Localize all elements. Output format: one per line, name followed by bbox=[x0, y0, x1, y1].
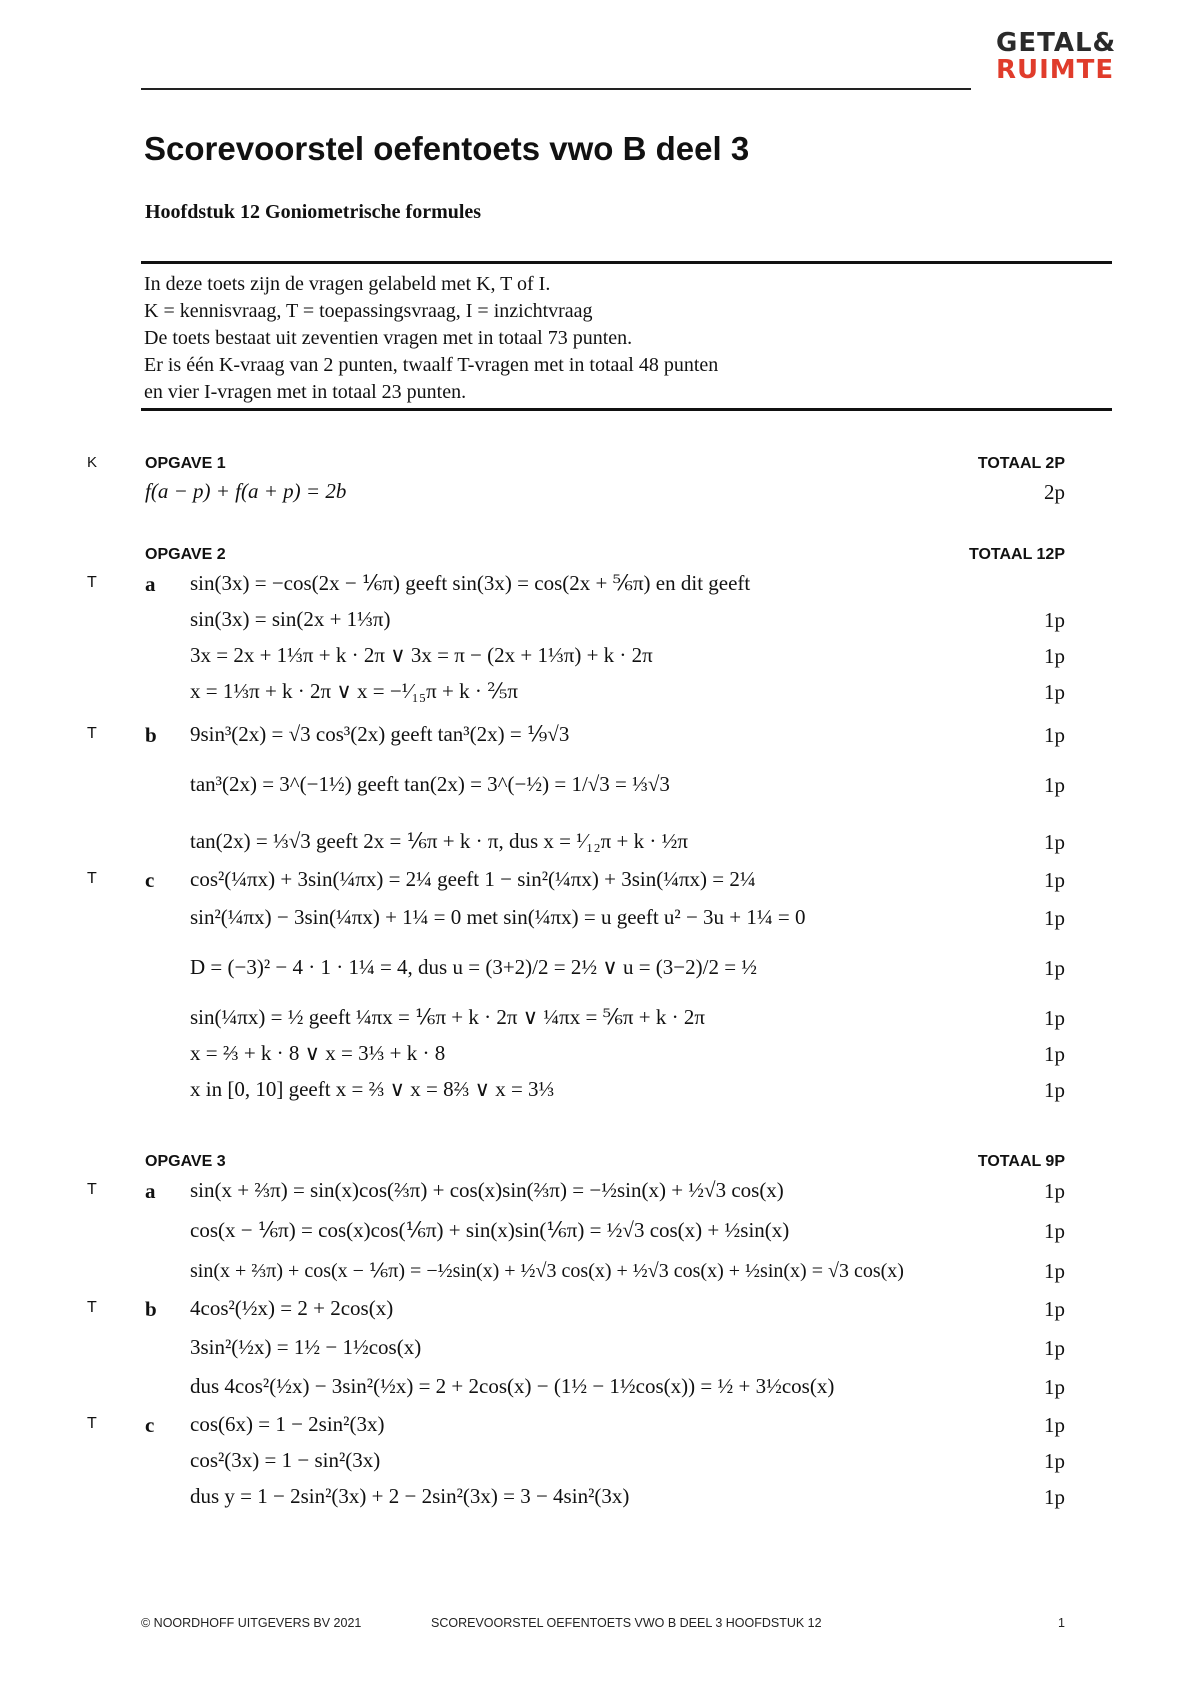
answer-points: 1p bbox=[1044, 1179, 1065, 1203]
answer-math: dus 4cos²(½x) − 3sin²(½x) = 2 + 2cos(x) − (1½ − 1½cos(x)) = ½ + 3½cos(x) bbox=[190, 1374, 835, 1398]
answer-math: x = 1⅓π + k · 2π ∨ x = −¹⁄₁₅π + k · ⅖π bbox=[190, 679, 519, 703]
answer-line bbox=[0, 1448, 1200, 1478]
part-label: c bbox=[145, 868, 155, 892]
answer-math: cos(6x) = 1 − 2sin²(3x) bbox=[190, 1412, 385, 1436]
page-number: 1 bbox=[1058, 1616, 1065, 1630]
answer-line bbox=[0, 1005, 1200, 1035]
logo-line-1: GETAL& bbox=[996, 28, 1117, 58]
question-type-label: T bbox=[87, 1299, 97, 1316]
intro-line: Er is één K-vraag van 2 punten, twaalf T-vragen met in totaal 48 punten bbox=[144, 354, 719, 376]
answer-line bbox=[0, 772, 1200, 802]
answer-math: cos²(¼πx) + 3sin(¼πx) = 2¼ geeft 1 − sin²(¼πx) + 3sin(¼πx) = 2¼ bbox=[190, 867, 756, 891]
opgave-total: TOTAAL 9P bbox=[977, 1153, 1065, 1170]
question-type-label: T bbox=[87, 574, 97, 591]
answer-points: 1p bbox=[1044, 906, 1065, 930]
answer-line bbox=[0, 867, 1200, 897]
answer-line bbox=[0, 1296, 1200, 1326]
logo-line-2: RUIMTE bbox=[996, 55, 1115, 85]
answer-points: 1p bbox=[1044, 830, 1065, 854]
part-label: a bbox=[145, 1179, 156, 1203]
header-rule bbox=[141, 88, 971, 90]
answer-line bbox=[0, 905, 1200, 935]
opgave-total: TOTAAL 2P bbox=[977, 455, 1065, 472]
answer-points: 1p bbox=[1044, 608, 1065, 632]
footer-document-title: SCOREVOORSTEL OEFENTOETS VWO B DEEL 3 HOOFDSTUK 12 bbox=[431, 1616, 822, 1630]
opgave-heading: OPGAVE 3 bbox=[145, 1153, 226, 1170]
question-type-label: T bbox=[87, 725, 97, 742]
opgave-2-header bbox=[0, 546, 1200, 563]
answer-line bbox=[0, 955, 1200, 985]
answer-line bbox=[0, 679, 1200, 709]
answer-points: 1p bbox=[1044, 1259, 1065, 1283]
answer-points: 1p bbox=[1044, 773, 1065, 797]
answer-points: 1p bbox=[1044, 723, 1065, 747]
answer-math: 4cos²(½x) = 2 + 2cos(x) bbox=[190, 1296, 394, 1320]
chapter-subtitle: Hoofdstuk 12 Goniometrische formules bbox=[145, 201, 482, 223]
answer-math: cos(x − ⅙π) = cos(x)cos(⅙π) + sin(x)sin(⅙π) = ½√3 cos(x) + ½sin(x) bbox=[190, 1218, 790, 1242]
answer-math: 3x = 2x + 1⅓π + k · 2π ∨ 3x = π − (2x + 1⅓π) + k · 2π bbox=[190, 643, 653, 667]
answer-line bbox=[0, 607, 1200, 637]
answer-math: sin²(¼πx) − 3sin(¼πx) + 1¼ = 0 met sin(¼πx) = u geeft u² − 3u + 1¼ = 0 bbox=[190, 905, 806, 929]
answer-math: sin(3x) = −cos(2x − ⅙π) geeft sin(3x) = cos(2x + ⅚π) en dit geeft bbox=[190, 571, 751, 595]
answer-math: sin(x + ⅔π) = sin(x)cos(⅔π) + cos(x)sin(⅔π) = −½sin(x) + ½√3 cos(x) bbox=[190, 1178, 784, 1202]
opgave-1-header bbox=[0, 454, 1200, 472]
question-type-label: T bbox=[87, 1181, 97, 1198]
answer-line bbox=[0, 1178, 1200, 1208]
answer-math: 9sin³(2x) = √3 cos³(2x) geeft tan³(2x) = ⅑√3 bbox=[190, 722, 570, 746]
answer-line bbox=[0, 1218, 1200, 1248]
part-label: a bbox=[145, 572, 156, 596]
opgave-3-header bbox=[0, 1153, 1200, 1170]
publisher-logo bbox=[996, 30, 1116, 84]
opgave-total: TOTAAL 12P bbox=[968, 546, 1065, 563]
footer-copyright: © NOORDHOFF UITGEVERS BV 2021 bbox=[141, 1616, 362, 1630]
answer-line bbox=[0, 643, 1200, 673]
answer-math: sin(x + ⅔π) + cos(x − ⅙π) = −½sin(x) + ½√3 cos(x) + ½√3 cos(x) + ½sin(x) = √3 cos(x) bbox=[190, 1260, 904, 1282]
opgave-heading: OPGAVE 2 bbox=[145, 546, 226, 563]
answer-line bbox=[0, 1484, 1200, 1514]
intro-line: De toets bestaat uit zeventien vragen met in totaal 73 punten. bbox=[144, 327, 633, 349]
answer-points: 1p bbox=[1044, 644, 1065, 668]
intro-line: In deze toets zijn de vragen gelabeld met K, T of I. bbox=[144, 273, 551, 295]
intro-line: K = kennisvraag, T = toepassingsvraag, I = inzichtvraag bbox=[144, 300, 593, 322]
answer-line bbox=[0, 722, 1200, 752]
answer-points: 1p bbox=[1044, 1042, 1065, 1066]
answer-points: 1p bbox=[1044, 680, 1065, 704]
intro-line: en vier I-vragen met in totaal 23 punten. bbox=[144, 381, 467, 403]
answer-math: dus y = 1 − 2sin²(3x) + 2 − 2sin²(3x) = 3 − 4sin²(3x) bbox=[190, 1484, 630, 1508]
answer-math: f(a − p) + f(a + p) = 2b bbox=[145, 479, 347, 503]
answer-points: 1p bbox=[1044, 1413, 1065, 1437]
answer-points: 2p bbox=[1044, 480, 1065, 504]
part-label: b bbox=[145, 723, 157, 747]
answer-points: 1p bbox=[1044, 1006, 1065, 1030]
answer-math: sin(3x) = sin(2x + 1⅓π) bbox=[190, 607, 391, 631]
answer-points: 1p bbox=[1044, 1219, 1065, 1243]
answer-line bbox=[0, 1077, 1200, 1107]
part-label: b bbox=[145, 1297, 157, 1321]
answer-math: 3sin²(½x) = 1½ − 1½cos(x) bbox=[190, 1335, 422, 1359]
answer-points: 1p bbox=[1044, 956, 1065, 980]
answer-line bbox=[0, 1258, 1200, 1288]
answer-math: sin(¼πx) = ½ geeft ¼πx = ⅙π + k · 2π ∨ ¼πx = ⅚π + k · 2π bbox=[190, 1005, 705, 1029]
answer-math: tan(2x) = ⅓√3 geeft 2x = ⅙π + k · π, dus x = ¹⁄₁₂π + k · ½π bbox=[190, 829, 688, 853]
answer-line bbox=[0, 1041, 1200, 1071]
answer-points: 1p bbox=[1044, 1485, 1065, 1509]
answer-line bbox=[0, 1412, 1200, 1442]
answer-points: 1p bbox=[1044, 1449, 1065, 1473]
answer-points: 1p bbox=[1044, 1078, 1065, 1102]
intro-box bbox=[141, 261, 1112, 411]
answer-points: 1p bbox=[1044, 1297, 1065, 1321]
question-type-label: K bbox=[87, 454, 98, 471]
answer-line bbox=[0, 829, 1200, 859]
part-label: c bbox=[145, 1413, 155, 1437]
answer-math: tan³(2x) = 3^(−1½) geeft tan(2x) = 3^(−½) = 1/√3 = ⅓√3 bbox=[190, 772, 670, 796]
answer-points: 1p bbox=[1044, 1336, 1065, 1360]
answer-math: x = ⅔ + k · 8 ∨ x = 3⅓ + k · 8 bbox=[190, 1041, 446, 1065]
answer-line bbox=[0, 1374, 1200, 1404]
answer-math: D = (−3)² − 4 · 1 · 1¼ = 4, dus u = (3+2)/2 = 2½ ∨ u = (3−2)/2 = ½ bbox=[190, 955, 758, 979]
answer-math: x in [0, 10] geeft x = ⅔ ∨ x = 8⅔ ∨ x = 3⅓ bbox=[190, 1077, 555, 1101]
answer-line bbox=[0, 571, 1200, 601]
answer-line bbox=[0, 479, 1200, 509]
answer-math: cos²(3x) = 1 − sin²(3x) bbox=[190, 1448, 381, 1472]
question-type-label: T bbox=[87, 1415, 97, 1432]
page-title: Scorevoorstel oefentoets vwo B deel 3 bbox=[144, 130, 750, 167]
opgave-heading: OPGAVE 1 bbox=[145, 455, 226, 472]
question-type-label: T bbox=[87, 870, 97, 887]
answer-line bbox=[0, 1335, 1200, 1365]
answer-points: 1p bbox=[1044, 1375, 1065, 1399]
answer-points: 1p bbox=[1044, 868, 1065, 892]
